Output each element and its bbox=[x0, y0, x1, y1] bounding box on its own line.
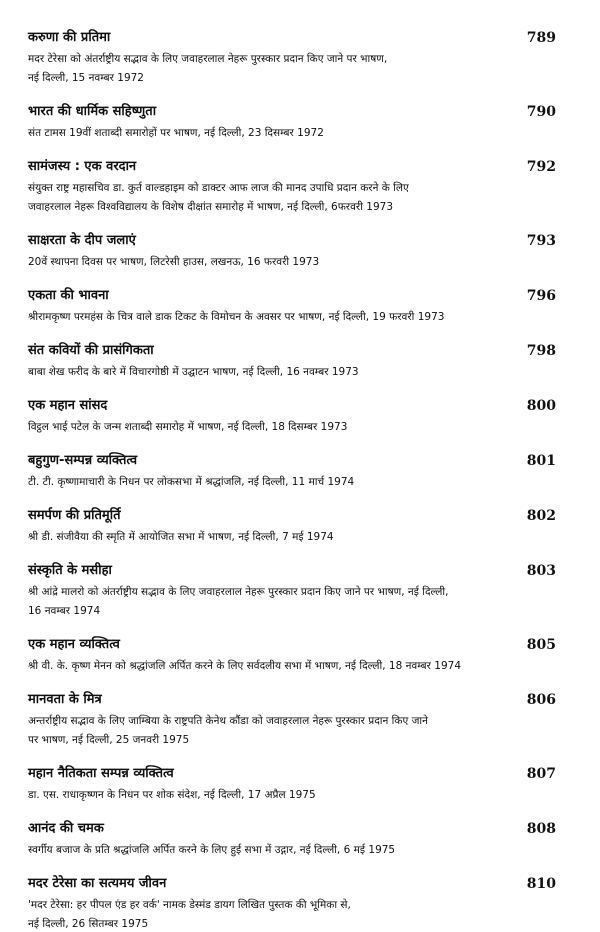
entry-description-line: विट्ठल भाई पटेल के जन्म शताब्दी समारोह में भाषण, नई दिल्ली, 18 दिसम्बर 1973 bbox=[28, 421, 348, 433]
entry-page-number: 789 bbox=[526, 30, 556, 46]
toc-entry bbox=[28, 635, 556, 674]
entry-page-number: 806 bbox=[526, 692, 556, 708]
toc-entry bbox=[28, 28, 556, 86]
entry-title: आनंद की चमक bbox=[28, 821, 104, 836]
entry-page-number: 790 bbox=[526, 104, 556, 120]
entry-description-line: संत टामस 19वीं शताब्दी समारोहों पर भाषण, नई दिल्ली, 23 दिसम्बर 1972 bbox=[28, 127, 324, 139]
entry-title: भारत की धार्मिक सहिष्णुता bbox=[28, 104, 157, 119]
toc-entry bbox=[28, 231, 556, 270]
entry-title: मदर टेरेसा का सत्यमय जीवन bbox=[28, 876, 167, 891]
entry-description-line: नई दिल्ली, 15 नवम्बर 1972 bbox=[28, 72, 144, 84]
entry-title: साक्षरता के दीप जलाएं bbox=[28, 233, 136, 248]
entry-description-line: 'मदर टेरेसा: हर पीपल एंड हर वर्क' नामक डेस्मंड डायग लिखित पुस्तक की भूमिका से, bbox=[28, 899, 351, 911]
entry-description-line: मदर टेरेसा को अंतर्राष्ट्रीय सद्भाव के लिए जवाहरलाल नेहरू पुरस्कार प्रदान किए जाने पर भाषण, bbox=[28, 53, 388, 65]
toc-entry bbox=[28, 506, 556, 545]
entry-description-line: बाबा शेख फरीद के बारे में विचारगोष्ठी में उद्घाटन भाषण, नई दिल्ली, 16 नवम्बर 1973 bbox=[28, 366, 359, 378]
entry-title: संत कवियों की प्रासंगिकता bbox=[28, 343, 154, 358]
toc-entry bbox=[28, 157, 556, 215]
toc-entry bbox=[28, 341, 556, 380]
entry-title: एक महान सांसद bbox=[28, 398, 108, 413]
entry-title: मानवता के मित्र bbox=[28, 692, 102, 707]
entry-description-line: संयुक्त राष्ट्र महासचिव डा. कुर्त वाल्डहाइम को डाक्टर आफ लाज की मानद उपाधि प्रदान करने के लिए bbox=[28, 182, 409, 194]
entry-page-number: 792 bbox=[526, 159, 556, 175]
entry-description-line: श्रीरामकृष्ण परमहंस के चित्र वाले डाक टिकट के विमोचन के अवसर पर भाषण, नई दिल्ली, 19 फरवरी 1973 bbox=[28, 311, 445, 323]
toc-entry bbox=[28, 561, 556, 619]
entry-title: बहुगुण-सम्पन्न व्यक्तित्व bbox=[28, 453, 138, 468]
entry-page-number: 810 bbox=[526, 876, 556, 892]
entry-title: सामंजस्य : एक वरदान bbox=[28, 159, 137, 174]
entry-description-line: श्री डी. संजीवैया की स्मृति में आयोजित सभा में भाषण, नई दिल्ली, 7 मई 1974 bbox=[28, 531, 334, 543]
entry-description-line: श्री वी. के. कृष्ण मेनन को श्रद्धांजलि अर्पित करने के लिए सर्वदलीय सभा में भाषण, नई दिल्ली, 18 नवम्बर 1974 bbox=[28, 660, 462, 672]
entry-page-number: 793 bbox=[526, 233, 556, 249]
entry-description-line: स्वर्गीय बजाज के प्रति श्रद्धांजलि अर्पित करने के लिए हुई सभा में उद्गार, नई दिल्ली, 6 मई 1975 bbox=[28, 844, 396, 856]
entry-title: महान नैतिकता सम्पन्न व्यक्तित्व bbox=[28, 766, 174, 781]
entry-description-line: नई दिल्ली, 26 सितम्बर 1975 bbox=[28, 918, 149, 930]
entry-page-number: 800 bbox=[526, 398, 556, 414]
entry-page-number: 802 bbox=[526, 508, 556, 524]
entry-description-line: डा. एस. राधाकृष्णन के निधन पर शोक संदेश, नई दिल्ली, 17 अप्रैल 1975 bbox=[28, 789, 316, 801]
entry-description-line: अन्तर्राष्ट्रीय सद्भाव के लिए जाम्बिया के राष्ट्रपति केनेथ कौंडा को जवाहरलाल नेहरू पुरस्कार प्रदान किए जाने bbox=[28, 715, 428, 727]
entry-description-line: श्री आंद्रे मालरो को अंतर्राष्ट्रीय सद्भाव के लिए जवाहरलाल नेहरू पुरस्कार प्रदान किए जाने पर भाषण, नई दिल्ली, bbox=[28, 586, 449, 598]
entry-description-line: 16 नवम्बर 1974 bbox=[28, 605, 101, 617]
entry-description-line: टी. टी. कृष्णामाचारी के निधन पर लोकसभा में श्रद्धांजलि, नई दिल्ली, 11 मार्च 1974 bbox=[28, 476, 355, 488]
entry-title: समर्पण की प्रतिमूर्ति bbox=[28, 508, 121, 523]
entry-description-line: पर भाषण, नई दिल्ली, 25 जनवरी 1975 bbox=[28, 734, 190, 746]
entry-description-line: जवाहरलाल नेहरू विश्वविद्यालय के विशेष दीक्षांत समारोह में भाषण, नई दिल्ली, 6फरवरी 1973 bbox=[28, 201, 394, 213]
entry-description-line: 20वें स्थापना दिवस पर भाषण, लिटरेसी हाउस, लखनऊ, 16 फरवरी 1973 bbox=[28, 256, 320, 268]
toc-entry bbox=[28, 690, 556, 748]
entry-page-number: 796 bbox=[526, 288, 556, 304]
entry-title: एक महान व्यक्तित्व bbox=[28, 637, 120, 652]
entry-page-number: 805 bbox=[526, 637, 556, 653]
entry-title: करुणा की प्रतिमा bbox=[28, 30, 111, 45]
entry-title: संस्कृति के मसीहा bbox=[28, 563, 112, 578]
entry-page-number: 801 bbox=[526, 453, 556, 469]
toc-entry bbox=[28, 874, 556, 932]
entry-page-number: 807 bbox=[526, 766, 556, 782]
toc-entry bbox=[28, 451, 556, 490]
entry-page-number: 808 bbox=[526, 821, 556, 837]
toc-entry bbox=[28, 396, 556, 435]
toc-entry bbox=[28, 102, 556, 141]
toc-entry bbox=[28, 286, 556, 325]
toc-entry bbox=[28, 819, 556, 858]
toc-entry bbox=[28, 764, 556, 803]
entry-page-number: 798 bbox=[526, 343, 556, 359]
entry-page-number: 803 bbox=[526, 563, 556, 579]
entry-title: एकता की भावना bbox=[28, 288, 109, 303]
